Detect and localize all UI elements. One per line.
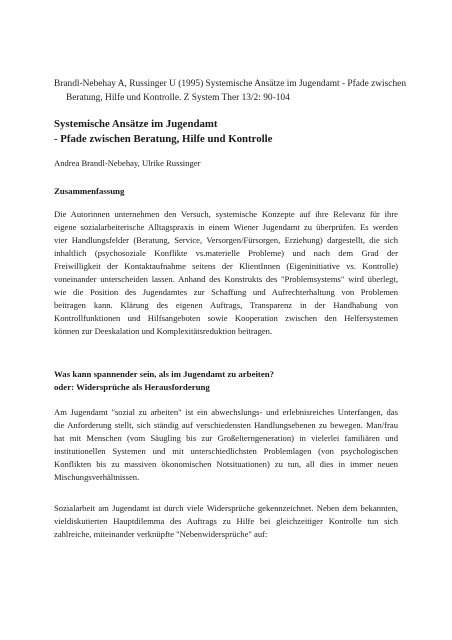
section-paragraph-1 (54, 406, 398, 484)
summary-line: beitragen kann. Klärung des eigenen Auftrags, Transparenz in der Handhabung von (54, 300, 398, 310)
paragraph-line: zahlreiche, miteinander verknüpfte "Nebenwidersprüche" auf: (54, 529, 268, 539)
paragraph-line: Sozialarbeit am Jugendamt ist durch viele Widersprüche gekennzeichnet. Neben dem bekannten, (54, 503, 398, 513)
summary-paragraph (54, 208, 398, 338)
section-paragraph-2 (54, 502, 398, 541)
paragraph-line: institutionellen Systemen und mit unterschiedlichsten Problemlagen (von psychologischen (54, 446, 398, 456)
paragraph-line: hat mit Menschen (vom Säugling bis zur Großelterngeneration) in vielerlei familiären und (54, 433, 398, 443)
citation: Brandl-Nebehay A, Russinger U (1995) Systemische Ansätze im Jugendamt - Pfade zwischen Beratung, Hilfe und Kontrolle. Z System Ther 13/2: 90-104 (54, 79, 407, 103)
summary-line: Kontrollfunktionen und Hilfsangeboten sowie Kooperation zwischen den Helfersystemen (54, 313, 398, 323)
summary-heading (54, 185, 124, 198)
summary-line: wie die Position des Jugendamtes zur Schaffung und Aufrechterhaltung von Problemen (54, 287, 398, 297)
summary-line: Die Autorinnen unternehmen den Versuch, systemische Konzepte auf ihre Relevanz für ihre (54, 209, 398, 219)
summary-line: inhaltlich (psychosoziale Konflikte vs.materielle Probleme) und nach dem Grad der (54, 248, 398, 258)
summary-heading-text: Zusammenfassung (54, 186, 125, 196)
paragraph-line: vieldiskutierten Hauptdilemma des Auftrags zu Hilfe bei gleichzeitiger Kontrolle tun sich (54, 516, 398, 526)
paragraph-line: Mischungsverhältnissen. (54, 472, 140, 482)
summary-line: voneinander unterscheiden lassen. Anhand des Konstrukts des "Problemsystems" wird überlegt, (54, 274, 398, 284)
section-heading-line-2: oder: Widersprüche als Herausforderung (54, 382, 210, 392)
paragraph-line: Konflikten bis zu massiven ökonomischen Notsituationen) zu tun, all dies in immer neuen (54, 459, 398, 469)
title-line-1: Systemische Ansätze im Jugendamt (54, 118, 218, 130)
summary-line: Freiwilligkeit der Kontaktaufnahme seitens der KlientInnen (Eigeninitiative vs. Kontrolle) (54, 261, 398, 271)
section-heading (54, 368, 274, 394)
authors: Andrea Brandl-Nebehay, Ulrike Russinger (54, 158, 201, 168)
summary-line: vier Handlungsfelder (Beratung, Service, Versorgen/Fürsorgen, Erziehung) dargestellt, die sich (54, 235, 398, 245)
paragraph-line: die Anforderung stellt, sich ständig auf verschiedensten Handlungsebenen zu bewegen. Man/frau (54, 420, 398, 430)
title-line-2: - Pfade zwischen Beratung, Hilfe und Kontrolle (54, 133, 273, 145)
article-title (54, 117, 404, 147)
section-heading-line-1: Was kann spannender sein, als im Jugendamt zu arbeiten? (54, 369, 275, 379)
summary-line: können zur Deeskalation und Komplexitätsreduktion beitragen. (54, 326, 273, 336)
summary-line: eigene sozialarbeiterische Alltagspraxis in einem Wiener Jugendamt zu überprüfen. Es werden (54, 222, 398, 232)
paragraph-line: Am Jugendamt "sozial zu arbeiten" ist ein abwechslungs- und erlebnisreiches Unterfangen, das (54, 407, 398, 417)
